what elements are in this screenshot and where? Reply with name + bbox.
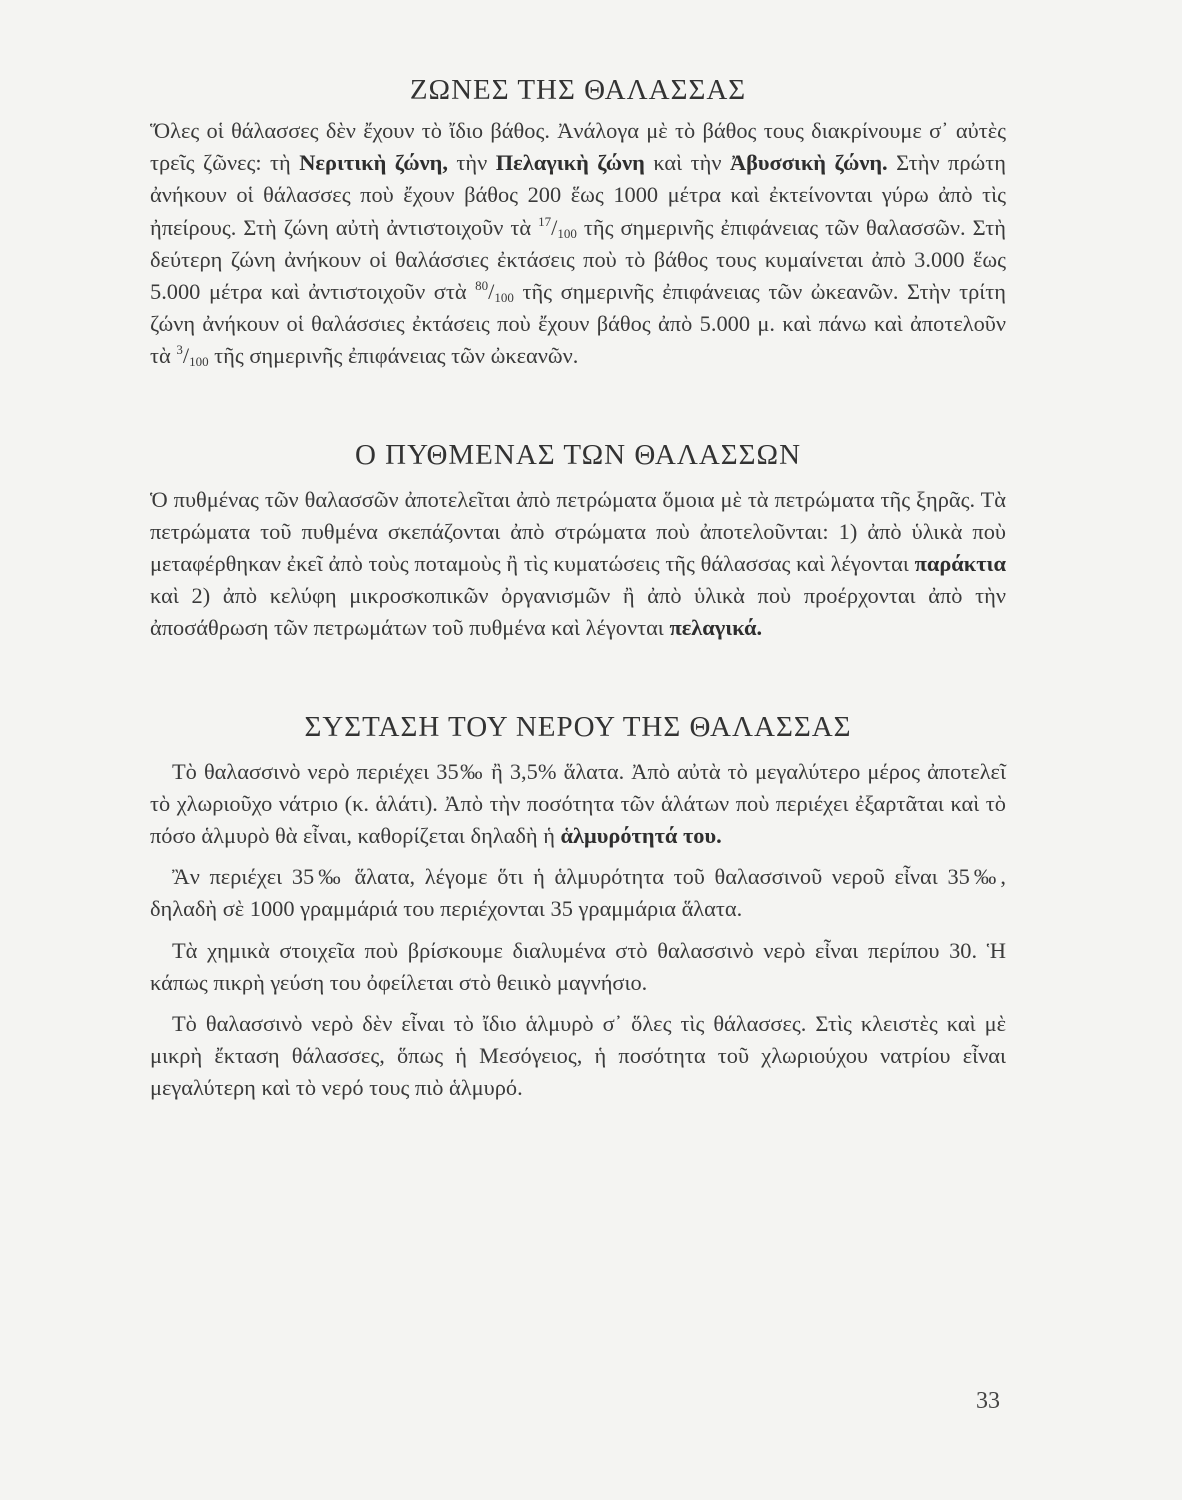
text-run: καὶ 2) ἀπὸ κελύφη μικροσκοπικῶν ὀργανισμῶν ἢ ἀπὸ ὑλικὰ ποὺ προέρχονται ἀπὸ τὴν ἀποσάθρωση τῶν πετρωμάτων τοῦ πυθμένα καὶ λέγονται [150, 583, 1006, 641]
paragraph-salinity-variation: Τὸ θαλασσινὸ νερὸ δὲν εἶναι τὸ ἴδιο ἁλμυρὸ σ᾽ ὅλες τὶς θάλασσες. Στὶς κλειστὲς καὶ μὲ μικρὴ ἔκταση θάλασσες, ὅπως ἡ Μεσόγειος, ἡ ποσότητα τοῦ χλωριούχου νατρίου εἶναι μεγαλύτερη καὶ τὸ νερό τους πιὸ ἁλμυρό. [150, 1011, 1006, 1101]
term-abyssal-zone: Ἀβυσσικὴ ζώνη. [729, 150, 888, 176]
text-run: τῆς σημερινῆς ἐπιφάνειας τῶν ὠκεανῶν. Στὴν τρίτη ζώνη ἀνήκουν οἱ θαλάσσιες ἐκτάσεις ποὺ ἔχουν βάθος ἀπὸ 5.000 μ. καὶ πάνω καὶ ἀποτελοῦν τὰ [150, 279, 1006, 369]
fraction-denominator: 100 [557, 225, 577, 241]
section-title-sea-zones: ΖΩΝΕΣ ΤΗΣ ΘΑΛΑΣΣΑΣ [409, 74, 747, 106]
fraction-numerator: 3 [176, 342, 183, 358]
fraction: $^{80}/_{100}$ [475, 278, 514, 306]
text-run: Τὸ θαλασσινὸ νερὸ περιέχει 35‰ ἢ 3,5% ἅλατα. Ἀπὸ αὐτὰ τὸ μεγαλύτερο μέρος ἀποτελεῖ τὸ χλωριοῦχο νάτριο (κ. ἁλάτι). Ἀπὸ τὴν ποσότητα τῶν ἁλάτων ποὺ περιέχει ἐξαρτᾶται καὶ τὸ πόσο ἁλμυρὸ θὰ εἶναι, καθορίζεται δηλαδὴ ἡ [150, 758, 1006, 849]
fraction: $^{17}/_{100}$ [538, 213, 577, 241]
fraction-denominator: 100 [494, 290, 514, 306]
paragraph-salinity-definition [150, 756, 1006, 853]
fraction-numerator: 80 [475, 278, 489, 294]
term-pelagic: πελαγικά. [669, 615, 763, 641]
term-pelagic-zone: Πελαγικὴ ζώνη [495, 150, 645, 176]
text-run: τῆς σημερινῆς ἐπιφάνειας τῶν ὠκεανῶν. [208, 343, 579, 369]
paragraph-sea-floor [150, 484, 1006, 645]
paragraph-chemical-elements: Τὰ χημικὰ στοιχεῖα ποὺ βρίσκουμε διαλυμένα στὸ θαλασσινὸ νερὸ εἶναι περίπου 30. Ἡ κάπως πικρὴ γεύση του ὀφείλεται στὸ θειικὸ μαγνήσιο. [150, 937, 1006, 995]
section-title-water-composition: ΣΥΣΤΑΣΗ ΤΟΥ ΝΕΡΟΥ ΤΗΣ ΘΑΛΑΣΣΑΣ [304, 710, 852, 743]
text-run: τὴν [447, 150, 496, 176]
text-run: τῆς σημερινῆς ἐπιφάνειας τῶν θαλασσῶν. Στὴ δεύτερη ζώνη ἀνήκουν οἱ θαλάσσιες ἐκτάσεις ποὺ τὸ βάθος τους κυμαίνεται ἀπὸ 3.000 ἕως 5.000 μέτρα καὶ ἀντιστοιχοῦν στὰ [150, 214, 1006, 305]
text-run: Στὴν πρώτη ἀνήκουν οἱ θάλασσες ποὺ ἔχουν βάθος 200 ἕως 1000 μέτρα καὶ ἐκτείνονται γύρω ἀπὸ τὶς ἠπείρους. Στὴ ζώνη αὐτὴ ἀντιστοιχοῦν τὰ [150, 150, 1006, 240]
text-run: Ὅλες οἱ θάλασσες δὲν ἔχουν τὸ ἴδιο βάθος. Ἀνάλογα μὲ τὸ βάθος τους διακρίνουμε σ᾽ αὐτὲς τρεῖς ζῶνες: τὴ [150, 118, 1006, 176]
paragraph-salinity-example: Ἂν περιέχει 35‰ ἅλατα, λέγομε ὅτι ἡ ἁλμυρότητα τοῦ θαλασσινοῦ νεροῦ εἶναι 35‰, δηλαδὴ σὲ 1000 γραμμάριά του περιέχονται 35 γραμμάρια ἅλατα. [150, 864, 1006, 922]
fraction-numerator: 17 [538, 213, 552, 229]
term-salinity: ἁλμυρότητά του. [560, 823, 722, 849]
text-run: καὶ τὴν [644, 150, 730, 176]
book-page [150, 74, 1006, 1105]
fraction: $^3/_{100}$ [176, 342, 209, 370]
term-neritic-zone: Νεριτικὴ ζώνη, [299, 150, 448, 176]
section-title-sea-floor: Ο ΠΥΘΜΕΝΑΣ ΤΩΝ ΘΑΛΑΣΣΩΝ [354, 438, 802, 471]
term-coastal: παράκτια [914, 551, 1006, 577]
text-run: Ὁ πυθμένας τῶν θαλασσῶν ἀποτελεῖται ἀπὸ πετρώματα ὅμοια μὲ τὰ πετρώματα τῆς ξηρᾶς. Τὰ πετρώματα τοῦ πυθμένα σκεπάζονται ἀπὸ στρώματα ποὺ ἀποτελοῦνται: 1) ἀπὸ ὑλικὰ ποὺ μεταφέρθηκαν ἐκεῖ ἀπὸ τοὺς ποταμοὺς ἢ τὶς κυματώσεις τῆς θάλασσας καὶ λέγονται [150, 486, 1006, 577]
paragraph-sea-zones [150, 115, 1006, 373]
fraction-denominator: 100 [189, 354, 209, 370]
page-number: 33 [976, 1388, 1000, 1414]
